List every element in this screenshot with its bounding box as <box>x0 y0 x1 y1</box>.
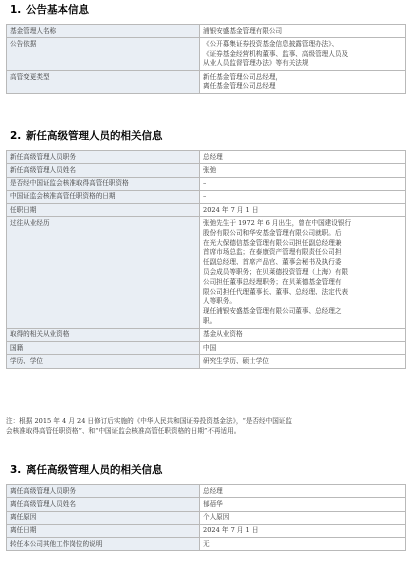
section-3-title <box>10 464 163 477</box>
field-value <box>200 25 406 38</box>
field-value <box>200 38 406 71</box>
section-2-title <box>10 130 163 143</box>
field-label: 公告依据 <box>7 38 200 71</box>
field-value-line: 中国 <box>203 343 217 352</box>
section-2-footnote <box>6 416 408 436</box>
field-value-line: 股份有限公司和华安基金管理有限公司就职。后 <box>203 228 342 237</box>
table-row <box>7 190 406 203</box>
field-value-line: 人等职务。 <box>203 297 236 306</box>
field-value <box>200 217 406 328</box>
field-label: 高管变更类型 <box>7 71 200 94</box>
table-row <box>7 524 406 537</box>
table-row <box>7 538 406 551</box>
field-value <box>200 355 406 368</box>
field-label: 取得的相关从业资格 <box>7 328 200 341</box>
table-row <box>7 342 406 355</box>
field-label: 离任高级管理人员姓名 <box>7 498 200 511</box>
field-value-line: 《公开募集证券投资基金信息披露管理办法》、 <box>203 39 339 48</box>
field-label: 中国证监会核准高管任职资格的日期 <box>7 190 200 203</box>
field-value <box>200 511 406 524</box>
field-value-line: 现任浦银安盛基金管理有限公司董事、总经理之 <box>203 307 342 316</box>
field-label: 离任原因 <box>7 511 200 524</box>
field-label: 是否经中国证监会核准取得高管任职资格 <box>7 177 200 190</box>
section-3-heading: 离任高级管理人员的相关信息 <box>26 464 163 476</box>
field-value-line: 在光大保德信基金管理有限公司担任副总经理兼 <box>203 238 342 247</box>
section-1-heading: 公告基本信息 <box>26 4 89 16</box>
field-value <box>200 204 406 217</box>
field-label: 任职日期 <box>7 204 200 217</box>
field-value-line: 张弛 <box>203 165 217 174</box>
departing-executive-info-table <box>6 484 406 551</box>
footnote-line: 注：根据 2015 年 4 月 24 日修订后实施的《中华人民共和国证券投资基金法》，“是否经中国证监 <box>6 417 292 425</box>
table-row <box>7 38 406 71</box>
section-1-title <box>10 4 89 17</box>
table-row <box>7 355 406 368</box>
field-value <box>200 538 406 551</box>
field-label: 学历、学位 <box>7 355 200 368</box>
field-value-line: 限公司担任代理董事长、董事、总经理、法定代表 <box>203 287 349 296</box>
section-3-rows <box>7 485 406 551</box>
field-value-line: 张弛先生于 1972 年 6 月出生，曾在中国建设银行 <box>203 218 352 227</box>
table-row <box>7 71 406 94</box>
section-3-number: 3. <box>10 464 22 476</box>
field-value <box>200 190 406 203</box>
footnote-line: 会核准取得高管任职资格”、和“中国证监会核准高管任职资格的日期”不再适用。 <box>6 427 241 435</box>
field-label: 新任高级管理人员姓名 <box>7 164 200 177</box>
field-label: 新任高级管理人员职务 <box>7 151 200 164</box>
field-value-line: 研究生学历、硕士学位 <box>203 356 269 365</box>
field-label: 离任日期 <box>7 524 200 537</box>
field-value-line: 职。 <box>203 316 217 325</box>
section-2-rows <box>7 151 406 369</box>
field-value-line: 离任基金管理公司总经理 <box>203 82 276 91</box>
field-value-line: 无 <box>203 539 210 548</box>
table-row <box>7 217 406 328</box>
field-value <box>200 498 406 511</box>
section-2-heading: 新任高级管理人员的相关信息 <box>26 130 163 142</box>
table-row <box>7 485 406 498</box>
field-value-line: 从业人员监督管理办法》等有关法规 <box>203 59 309 68</box>
field-label: 过往从业经历 <box>7 217 200 328</box>
table-row <box>7 177 406 190</box>
table-row <box>7 164 406 177</box>
field-value-line: 个人原因 <box>203 513 230 522</box>
field-value-line: – <box>203 179 207 188</box>
field-value-line: 总经理 <box>203 152 223 161</box>
field-value-line: 总经理 <box>203 486 223 495</box>
field-label: 离任高级管理人员职务 <box>7 485 200 498</box>
field-value-line: 新任基金管理公司总经理， <box>203 72 283 81</box>
field-value-line: 2024 年 7 月 1 日 <box>203 205 259 214</box>
table-row <box>7 25 406 38</box>
field-value-line: – <box>203 192 207 201</box>
field-value-line: 基金从业资格 <box>203 330 243 339</box>
field-value <box>200 164 406 177</box>
field-value <box>200 342 406 355</box>
new-executive-info-table <box>6 150 406 369</box>
field-value-line: 公司担任董事总经理职务；在贝莱德基金管理有 <box>203 277 342 286</box>
table-row <box>7 328 406 341</box>
field-value <box>200 177 406 190</box>
field-label: 国籍 <box>7 342 200 355</box>
field-value-line: 郁蓓华 <box>203 499 223 508</box>
field-value-line: 任副总经理、首席产品官、董事会秘书及执行委 <box>203 258 342 267</box>
section-1-number: 1. <box>10 4 22 16</box>
field-value <box>200 328 406 341</box>
field-label: 转任本公司其他工作岗位的说明 <box>7 538 200 551</box>
table-row <box>7 204 406 217</box>
field-value-line: 员会成员等职务；在贝莱德投资管理（上海）有限 <box>203 267 349 276</box>
table-row <box>7 151 406 164</box>
field-value <box>200 485 406 498</box>
announcement-basic-info-table <box>6 24 406 94</box>
field-value <box>200 524 406 537</box>
field-label: 基金管理人名称 <box>7 25 200 38</box>
field-value-line: 《证券基金经营机构董事、监事、高级管理人员及 <box>203 49 349 58</box>
field-value <box>200 71 406 94</box>
field-value-line: 2024 年 7 月 1 日 <box>203 526 259 535</box>
table-row <box>7 511 406 524</box>
section-1-rows <box>7 25 406 94</box>
section-2-number: 2. <box>10 130 22 142</box>
field-value <box>200 151 406 164</box>
field-value-line: 浦银安盛基金管理有限公司 <box>203 26 283 35</box>
field-value-line: 首席市场总监；在泰康资产管理有限责任公司担 <box>203 248 342 257</box>
table-row <box>7 498 406 511</box>
